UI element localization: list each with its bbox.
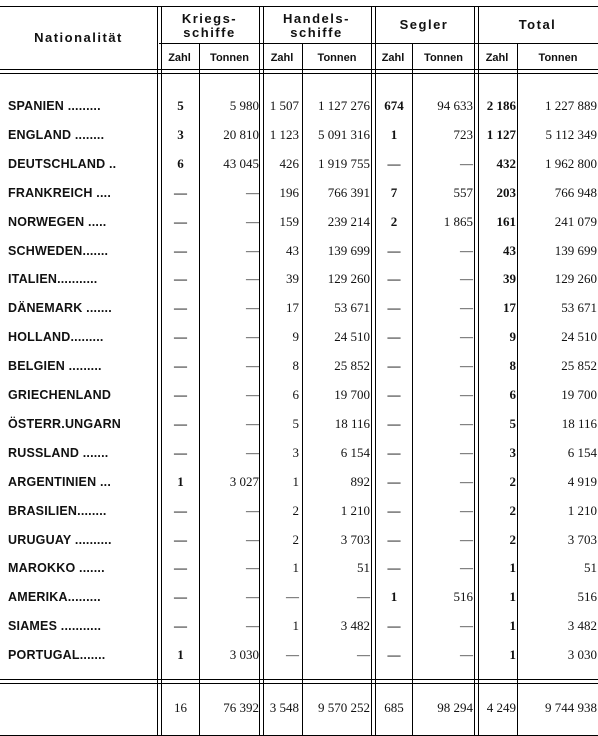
cell-handelsschiffe-zahl: 1 123 (269, 126, 299, 142)
cell-kriegsschiffe-tonnen: — (246, 184, 259, 200)
table-row (0, 385, 598, 405)
cell-total-zahl: 1 (509, 618, 516, 634)
cell-kriegsschiffe-zahl: 1 (177, 647, 184, 663)
cell-handelsschiffe-zahl: 159 (279, 213, 299, 229)
cell-handelsschiffe-zahl: 9 (292, 329, 299, 345)
table-row (0, 241, 598, 261)
nation-name: RUSSLAND ....... (8, 445, 109, 460)
nation-name: SCHWEDEN....... (8, 243, 109, 258)
cell-kriegsschiffe-tonnen: — (246, 589, 259, 605)
cell-handelsschiffe-tonnen: 3 482 (340, 618, 370, 634)
cell-kriegsschiffe-zahl: — (174, 271, 187, 287)
cell-total-zahl: 2 (509, 473, 516, 489)
header-segler: Segler (399, 17, 449, 32)
cell-total-tonnen: 139 699 (554, 242, 597, 258)
cell-kriegsschiffe-zahl: — (174, 329, 187, 345)
cell-total-tonnen: 3 030 (567, 647, 597, 663)
cell-kriegsschiffe-tonnen: — (246, 213, 259, 229)
cell-handelsschiffe-zahl: 8 (292, 358, 299, 374)
table-row (0, 212, 598, 232)
cell-total-zahl: 1 127 (486, 126, 516, 142)
cell-segler-zahl: — (387, 300, 401, 316)
cell-segler-zahl: — (387, 358, 401, 374)
cell-kriegsschiffe-tonnen: — (246, 444, 259, 460)
cell-kriegsschiffe-zahl: 1 (177, 473, 184, 489)
table-row (0, 645, 598, 665)
nation-name: DEUTSCHLAND .. (8, 156, 117, 171)
cell-segler-zahl: 674 (384, 98, 404, 113)
cell-total-zahl: 1 (509, 589, 516, 605)
cell-handelsschiffe-tonnen: 3 703 (340, 531, 370, 547)
cell-segler-zahl: — (387, 560, 401, 576)
subheader-handelsschiffe-zahl: Zahl (270, 52, 294, 64)
cell-handelsschiffe-tonnen: 24 510 (334, 329, 370, 345)
cell-handelsschiffe-tonnen: 1 127 276 (318, 98, 370, 113)
subheader-kriegsschiffe-zahl: Zahl (168, 52, 191, 64)
cell-kriegsschiffe-zahl: — (174, 184, 187, 200)
total-total-zahl: 4 249 (486, 700, 516, 715)
cell-kriegsschiffe-tonnen: 3 030 (229, 647, 259, 663)
cell-segler-tonnen: — (460, 358, 473, 374)
cell-total-zahl: 39 (503, 271, 516, 287)
cell-segler-zahl: — (387, 531, 401, 547)
cell-total-zahl: 161 (496, 213, 516, 229)
cell-segler-tonnen: — (460, 329, 473, 345)
cell-handelsschiffe-zahl: 1 507 (269, 98, 299, 113)
nation-name: NORWEGEN ..... (8, 214, 107, 229)
cell-total-zahl: 1 (509, 647, 516, 663)
cell-total-zahl: 432 (496, 155, 516, 171)
cell-segler-zahl: 1 (390, 126, 398, 142)
cell-kriegsschiffe-zahl: — (174, 300, 187, 316)
cell-kriegsschiffe-zahl: — (174, 213, 187, 229)
cell-handelsschiffe-zahl: 3 (292, 444, 299, 460)
cell-total-zahl: 203 (496, 184, 516, 200)
cell-total-zahl: 2 (509, 502, 516, 518)
table-row (0, 501, 598, 521)
total-segler-tonnen: 98 294 (437, 700, 473, 715)
cell-kriegsschiffe-zahl: — (174, 444, 187, 460)
cell-kriegsschiffe-zahl: 6 (177, 155, 184, 171)
cell-segler-tonnen: 1 865 (443, 213, 473, 229)
header-bottom-rule (0, 69, 598, 74)
cell-segler-tonnen: 557 (453, 184, 473, 200)
cell-handelsschiffe-tonnen: 25 852 (334, 358, 370, 374)
nation-name: URUGUAY .......... (8, 532, 112, 547)
cell-handelsschiffe-zahl: 426 (279, 155, 299, 171)
table-row (0, 125, 598, 145)
cell-kriegsschiffe-tonnen: — (246, 618, 259, 634)
cell-handelsschiffe-zahl: 1 (292, 473, 299, 489)
table-row (0, 616, 598, 636)
cell-segler-tonnen: — (460, 271, 473, 287)
header-kriegsschiffe-line1: Kriegs- (181, 11, 238, 26)
cell-handelsschiffe-zahl: 196 (279, 184, 299, 200)
table-row (0, 356, 598, 376)
cell-handelsschiffe-zahl: 17 (286, 300, 299, 316)
nation-name: AMERIKA......... (8, 590, 101, 605)
subheader-total-zahl: Zahl (485, 52, 509, 64)
cell-total-zahl: 3 (509, 444, 516, 460)
table-row (0, 414, 598, 434)
cell-total-tonnen: 6 154 (567, 444, 597, 460)
cell-kriegsschiffe-tonnen: — (246, 329, 259, 345)
cell-segler-zahl: — (387, 444, 401, 460)
cell-kriegsschiffe-tonnen: — (246, 300, 259, 316)
cell-handelsschiffe-tonnen: 19 700 (334, 387, 370, 402)
cell-total-zahl: 17 (503, 300, 516, 316)
cell-kriegsschiffe-tonnen: 5 980 (229, 98, 259, 113)
cell-total-tonnen: 1 962 800 (545, 155, 597, 171)
cell-kriegsschiffe-tonnen: — (246, 271, 259, 287)
total-total-tonnen: 9 744 938 (545, 700, 597, 715)
cell-handelsschiffe-zahl: 2 (292, 531, 299, 547)
nation-name: ARGENTINIEN ... (8, 474, 112, 489)
cell-segler-tonnen: — (460, 300, 473, 316)
cell-segler-zahl: — (387, 387, 401, 402)
cell-segler-zahl: — (387, 329, 401, 345)
table-row (0, 327, 598, 347)
cell-handelsschiffe-zahl: 1 (292, 618, 299, 634)
cell-total-tonnen: 18 116 (561, 415, 597, 431)
cell-total-zahl: 8 (509, 358, 516, 374)
cell-segler-zahl: — (387, 502, 401, 518)
table-row (0, 558, 598, 578)
cell-handelsschiffe-zahl: — (286, 647, 299, 663)
cell-total-tonnen: 5 112 349 (545, 126, 597, 142)
total-segler-zahl: 685 (384, 700, 404, 715)
table-row (0, 472, 598, 492)
nation-name: ENGLAND ........ (8, 127, 105, 142)
cell-handelsschiffe-zahl: — (286, 589, 299, 605)
subheader-handelsschiffe-tonnen: Tonnen (317, 52, 357, 64)
cell-total-tonnen: 53 671 (561, 300, 597, 316)
nation-name: MAROKKO ....... (8, 561, 105, 576)
cell-total-tonnen: 3 703 (567, 531, 597, 547)
cell-total-tonnen: 1 210 (567, 502, 597, 518)
cell-segler-tonnen: — (460, 155, 473, 171)
cell-kriegsschiffe-tonnen: — (246, 242, 259, 258)
cell-handelsschiffe-tonnen: 53 671 (334, 300, 370, 316)
cell-handelsschiffe-tonnen: 6 154 (340, 444, 370, 460)
nation-name: HOLLAND......... (8, 330, 104, 345)
cell-handelsschiffe-tonnen: — (357, 589, 370, 605)
header-handelsschiffe-line1: Handels- (283, 11, 350, 26)
cell-total-zahl: 43 (503, 242, 516, 258)
cell-segler-zahl: 1 (390, 589, 398, 605)
cell-total-tonnen: 19 700 (561, 387, 597, 402)
cell-handelsschiffe-zahl: 1 (292, 560, 299, 576)
cell-segler-tonnen: 723 (453, 126, 473, 142)
cell-total-zahl: 1 (509, 560, 516, 576)
cell-segler-tonnen: — (460, 647, 473, 663)
nation-name: BELGIEN ......... (8, 359, 102, 374)
cell-total-tonnen: 241 079 (554, 213, 597, 229)
total-handelsschiffe-tonnen: 9 570 252 (318, 700, 370, 715)
total-handelsschiffe-zahl: 3 548 (269, 700, 299, 715)
cell-handelsschiffe-tonnen: 1 919 755 (318, 155, 370, 171)
cell-segler-tonnen: — (460, 473, 473, 489)
subheader-segler-tonnen: Tonnen (424, 52, 463, 64)
nation-name: FRANKREICH .... (8, 185, 111, 200)
nation-name: DÄNEMARK ....... (8, 301, 112, 316)
cell-kriegsschiffe-tonnen: — (246, 387, 259, 402)
cell-segler-zahl: 2 (390, 213, 398, 229)
cell-segler-tonnen: — (460, 618, 473, 634)
cell-total-tonnen: 24 510 (561, 329, 597, 345)
cell-kriegsschiffe-zahl: — (174, 415, 187, 431)
cell-total-tonnen: 4 919 (567, 473, 597, 489)
cell-segler-tonnen: — (460, 387, 473, 402)
cell-segler-zahl: — (387, 242, 401, 258)
subheader-total-tonnen: Tonnen (538, 52, 578, 64)
cell-segler-zahl: — (387, 647, 401, 663)
nation-name: BRASILIEN........ (8, 503, 107, 518)
cell-kriegsschiffe-zahl: — (174, 589, 187, 605)
cell-handelsschiffe-tonnen: 1 210 (340, 502, 370, 518)
cell-kriegsschiffe-zahl: 3 (177, 126, 184, 142)
cell-segler-zahl: — (387, 415, 401, 431)
cell-kriegsschiffe-tonnen: — (246, 531, 259, 547)
cell-segler-zahl: 7 (390, 184, 398, 200)
nation-name: SPANIEN ......... (8, 99, 101, 113)
cell-handelsschiffe-tonnen: 766 391 (327, 184, 370, 200)
cell-total-zahl: 2 186 (486, 98, 516, 113)
cell-kriegsschiffe-tonnen: — (246, 502, 259, 518)
cell-kriegsschiffe-zahl: — (174, 358, 187, 374)
cell-handelsschiffe-tonnen: 239 214 (327, 213, 370, 229)
cell-total-tonnen: 51 (584, 560, 597, 576)
cell-total-tonnen: 25 852 (561, 358, 597, 374)
cell-segler-tonnen: — (460, 502, 473, 518)
header-group-divider (159, 43, 598, 44)
cell-handelsschiffe-tonnen: 51 (357, 560, 370, 576)
cell-handelsschiffe-zahl: 2 (292, 502, 299, 518)
cell-total-tonnen: 129 260 (554, 271, 597, 287)
cell-segler-tonnen: — (460, 531, 473, 547)
subheader-segler-zahl: Zahl (381, 52, 405, 64)
header-nationalitaet: Nationalität (34, 30, 123, 45)
table-row (0, 269, 598, 289)
total-kriegsschiffe-zahl: 16 (174, 700, 187, 715)
table-row (0, 183, 598, 203)
cell-segler-zahl: — (387, 618, 401, 634)
subheader-kriegsschiffe-tonnen: Tonnen (210, 52, 249, 64)
cell-total-tonnen: 1 227 889 (545, 98, 597, 113)
cell-kriegsschiffe-zahl: — (174, 560, 187, 576)
cell-handelsschiffe-zahl: 43 (286, 242, 299, 258)
cell-handelsschiffe-zahl: 5 (292, 415, 299, 431)
cell-segler-tonnen: — (460, 444, 473, 460)
cell-segler-tonnen: 94 633 (437, 98, 473, 113)
cell-segler-tonnen: — (460, 415, 473, 431)
cell-kriegsschiffe-tonnen: — (246, 560, 259, 576)
cell-handelsschiffe-tonnen: 129 260 (327, 271, 370, 287)
nation-name: GRIECHENLAND (8, 388, 112, 402)
cell-kriegsschiffe-tonnen: 20 810 (223, 126, 259, 142)
cell-handelsschiffe-tonnen: 892 (350, 473, 370, 489)
cell-segler-zahl: — (387, 271, 401, 287)
cell-total-zahl: 5 (509, 415, 516, 431)
nation-name: ITALIEN........... (8, 272, 98, 287)
table-row (0, 443, 598, 463)
cell-kriegsschiffe-zahl: — (174, 387, 187, 402)
cell-handelsschiffe-tonnen: 139 699 (327, 242, 370, 258)
cell-kriegsschiffe-zahl: 5 (177, 98, 184, 113)
cell-segler-tonnen: — (460, 242, 473, 258)
cell-handelsschiffe-zahl: 6 (292, 387, 299, 402)
cell-segler-zahl: — (387, 473, 401, 489)
cell-handelsschiffe-tonnen: 18 116 (334, 415, 370, 431)
cell-kriegsschiffe-zahl: — (174, 242, 187, 258)
cell-handelsschiffe-tonnen: 5 091 316 (318, 126, 370, 142)
cell-total-zahl: 2 (509, 531, 516, 547)
cell-kriegsschiffe-tonnen: — (246, 415, 259, 431)
cell-total-tonnen: 516 (577, 589, 597, 605)
nation-name: SIAMES ........... (8, 619, 102, 634)
cell-segler-zahl: — (387, 155, 401, 171)
table-row (0, 96, 598, 116)
table-row (0, 298, 598, 318)
cell-kriegsschiffe-zahl: — (174, 531, 187, 547)
table-top-border (0, 6, 598, 7)
cell-total-zahl: 9 (509, 329, 516, 345)
header-handelsschiffe-line2: schiffe (290, 25, 343, 40)
cell-total-tonnen: 766 948 (554, 184, 597, 200)
totals-top-rule (0, 679, 598, 684)
table-row (0, 530, 598, 550)
header-total: Total (518, 17, 557, 32)
cell-kriegsschiffe-tonnen: 3 027 (229, 473, 259, 489)
cell-total-zahl: 6 (509, 387, 516, 402)
cell-kriegsschiffe-tonnen: — (246, 358, 259, 374)
cell-kriegsschiffe-zahl: — (174, 502, 187, 518)
cell-segler-tonnen: 516 (453, 589, 473, 605)
total-kriegsschiffe-tonnen: 76 392 (223, 700, 259, 715)
table-row (0, 587, 598, 607)
nation-name: ÖSTERR.UNGARN (8, 416, 122, 431)
header-kriegsschiffe-line2: schiffe (183, 25, 236, 40)
cell-segler-tonnen: — (460, 560, 473, 576)
cell-kriegsschiffe-tonnen: 43 045 (223, 155, 259, 171)
nation-name: PORTUGAL....... (8, 648, 106, 663)
cell-total-tonnen: 3 482 (567, 618, 597, 634)
cell-handelsschiffe-zahl: 39 (286, 271, 299, 287)
cell-handelsschiffe-tonnen: — (357, 647, 370, 663)
totals-row (0, 698, 598, 718)
cell-kriegsschiffe-zahl: — (174, 618, 187, 634)
table-row (0, 154, 598, 174)
